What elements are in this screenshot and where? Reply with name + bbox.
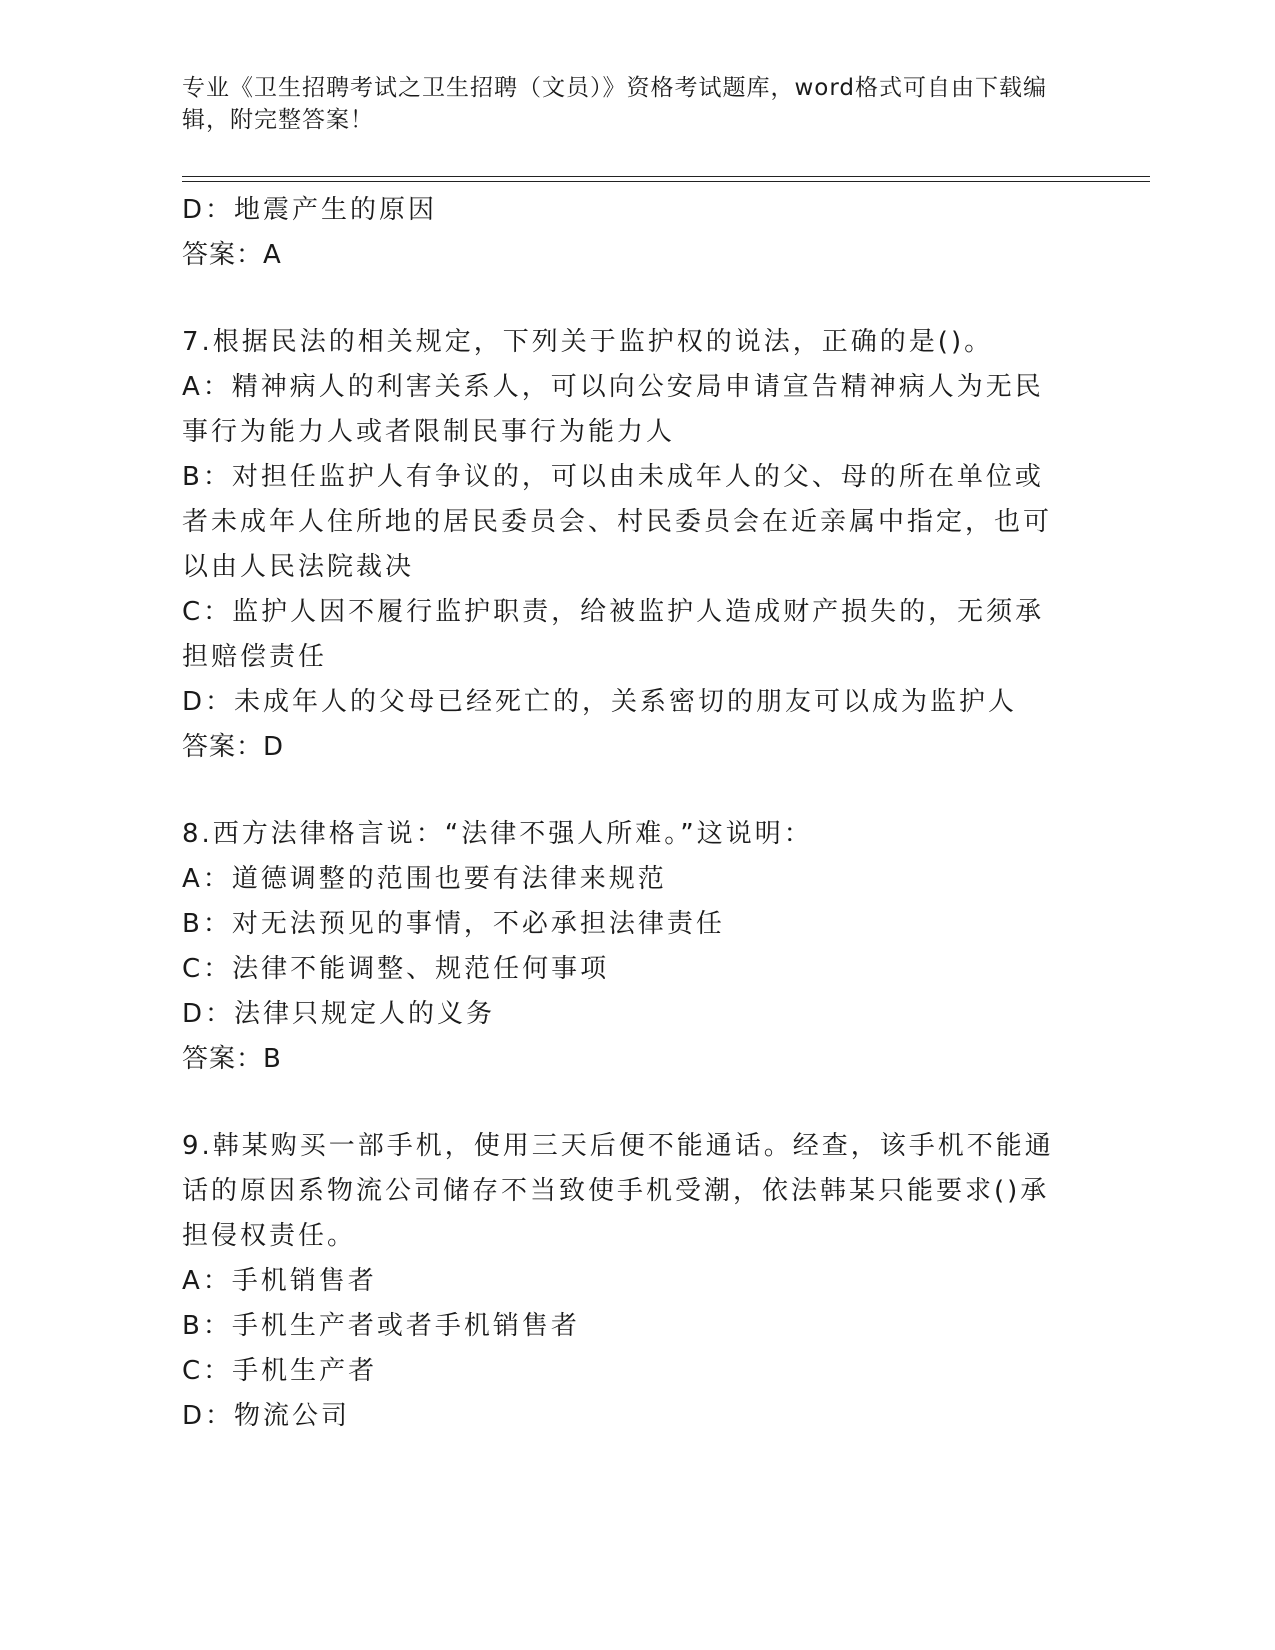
option-d: D：未成年人的父母已经死亡的，关系密切的朋友可以成为监护人 xyxy=(182,687,1018,717)
page-header xyxy=(182,72,1062,136)
answer-line: 答案：D xyxy=(182,732,285,762)
option-d: D：物流公司 xyxy=(182,1401,351,1431)
question-9 xyxy=(182,1124,1062,1439)
question-stem: 8.西方法律格言说：“法律不强人所难。”这说明： xyxy=(182,819,813,849)
option-c: C：监护人因不履行监护职责，给被监护人造成财产损失的，无须承担赔偿责任 xyxy=(182,597,1045,672)
option-b: B：对无法预见的事情，不必承担法律责任 xyxy=(182,909,725,939)
option-c: C：手机生产者 xyxy=(182,1356,378,1386)
option-d: D：法律只规定人的义务 xyxy=(182,999,496,1029)
option-a: A：道德调整的范围也要有法律来规范 xyxy=(182,864,667,894)
header-rule-top xyxy=(182,176,1150,177)
header-text: 专业《卫生招聘考试之卫生招聘（文员）》资格考试题库，word格式可自由下载编辑，附完整答案！ xyxy=(182,75,1048,133)
answer-line: 答案：B xyxy=(182,1044,282,1074)
option-b: B：对担任监护人有争议的，可以由未成年人的父、母的所在单位或者未成年人住所地的居民委员会、村民委员会在近亲属中指定，也可以由人民法院裁决 xyxy=(182,462,1053,582)
option-d: D：地震产生的原因 xyxy=(182,195,438,225)
header-rule-bottom xyxy=(182,181,1150,182)
question-stem: 7.根据民法的相关规定，下列关于监护权的说法，正确的是()。 xyxy=(182,327,994,357)
question-stem: 9.韩某购买一部手机，使用三天后便不能通话。经查，该手机不能通话的原因系物流公司储存不当致使手机受潮，依法韩某只能要求()承担侵权责任。 xyxy=(182,1131,1054,1251)
question-8 xyxy=(182,812,1062,1082)
option-a: A：精神病人的利害关系人，可以向公安局申请宣告精神病人为无民事行为能力人或者限制民事行为能力人 xyxy=(182,372,1044,447)
document-body xyxy=(182,188,1062,1439)
previous-question-fragment xyxy=(182,188,1062,278)
option-c: C：法律不能调整、规范任何事项 xyxy=(182,954,610,984)
question-7 xyxy=(182,320,1062,770)
answer-line: 答案：A xyxy=(182,240,282,270)
option-b: B：手机生产者或者手机销售者 xyxy=(182,1311,580,1341)
option-a: A：手机销售者 xyxy=(182,1266,377,1296)
